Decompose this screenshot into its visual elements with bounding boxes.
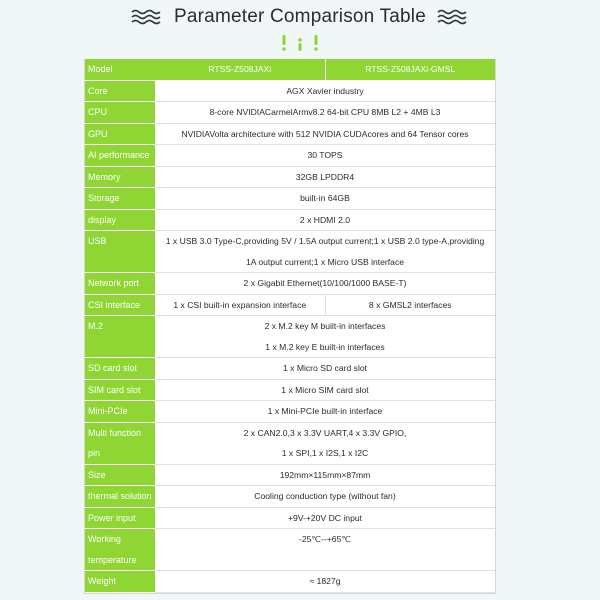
- table-row: [85, 529, 495, 571]
- row-value: +9V-+20V DC input: [287, 512, 363, 523]
- exclamation-icon: [281, 34, 287, 52]
- row-values: [155, 59, 495, 81]
- row-value-line-2: 1A output current;1 x Micro USB interface: [245, 256, 405, 267]
- row-label: SD card slot: [85, 358, 155, 380]
- row-label: display: [85, 210, 155, 232]
- table-row: [85, 401, 495, 423]
- row-value: 8-core NVIDIACarmelArmv8.2 64-bit CPU 8MB L2 + 4MB L3: [209, 107, 441, 117]
- row-value: 2 x Gigabit Ethernet(10/100/1000 BASE-T): [243, 278, 407, 288]
- table-row: [85, 210, 495, 232]
- row-label: CSI interface: [85, 295, 155, 317]
- row-value: 1 x Micro SD card slot: [282, 363, 368, 373]
- parameter-table: [84, 59, 496, 594]
- row-label-line-1: Working: [88, 534, 121, 544]
- row-value-line-2: 1 x SPI,1 x I2S,1 x I2C: [281, 448, 369, 458]
- row-label: GPU: [85, 124, 155, 146]
- row-label: USB: [85, 231, 155, 273]
- waves-left-icon: [130, 8, 164, 26]
- row-label: [85, 529, 155, 571]
- row-label: Size: [85, 465, 155, 487]
- row-value: 32GB LPDDR4: [295, 171, 355, 182]
- table-row: [85, 124, 495, 146]
- row-value: AGX Xavier industry: [286, 85, 364, 96]
- exclamation-icon: [313, 34, 319, 52]
- row-label: Memory: [85, 167, 155, 189]
- row-value: -25℃--+65℃: [298, 534, 352, 544]
- table-header-row: [85, 59, 495, 81]
- row-label: Core: [85, 81, 155, 103]
- table-row: [85, 231, 495, 273]
- model-column-2: RTSS-Z508JAXi-GMSL: [325, 59, 496, 80]
- table-row: [85, 423, 495, 465]
- row-label: Power input: [85, 508, 155, 530]
- row-value: 192mm×115mm×87mm: [279, 469, 371, 480]
- header: [0, 0, 600, 58]
- table-row: [85, 102, 495, 124]
- row-label: Mini-PCIe: [85, 401, 155, 423]
- table-row: [85, 81, 495, 103]
- row-label: Storage: [85, 188, 155, 210]
- row-label-line-1: Multi function: [88, 427, 142, 438]
- waves-right-icon: [436, 8, 470, 26]
- row-value-line-1: 2 x CAN2.0,3 x 3.3V UART,4 x 3.3V GPIO,: [243, 427, 407, 438]
- model-column-1: RTSS-Z508JAXi: [208, 64, 272, 74]
- row-value: ≈ 1827g: [309, 576, 341, 586]
- row-value: NVIDIAVolta architecture with 512 NVIDIA CUDAcores and 64 Tensor cores: [181, 128, 469, 139]
- row-label: Weight: [85, 571, 155, 593]
- row-value-column-2: 8 x GMSL2 interfaces: [325, 295, 496, 316]
- row-label-line-2: pin: [88, 448, 101, 458]
- row-label: AI performance: [85, 145, 155, 167]
- table-row: [85, 273, 495, 295]
- decorative-marks: [0, 32, 600, 52]
- title-row: [0, 6, 600, 28]
- row-value: 2 x HDMI 2.0: [299, 214, 351, 225]
- table-row: [85, 571, 495, 593]
- row-label: CPU: [85, 102, 155, 124]
- row-value-line-1: 2 x M.2 key M built-in interfaces: [264, 321, 386, 331]
- page-title: Parameter Comparison Table: [174, 6, 426, 27]
- row-label: Model: [85, 59, 155, 81]
- row-value: built-in 64GB: [300, 193, 350, 203]
- row-label: M.2: [85, 316, 155, 358]
- table-row: [85, 358, 495, 380]
- row-value: 1 x Mini-PCIe built-in interface: [267, 406, 383, 416]
- row-value: 1 x Micro SIM card slot: [281, 384, 369, 395]
- row-value-column-1: 1 x CSI built-in expansion interface: [173, 299, 307, 310]
- info-i-icon: [297, 38, 303, 52]
- row-value-line-2: 1 x M.2 key E built-in interfaces: [265, 341, 385, 352]
- row-label: [85, 423, 155, 465]
- row-value: 30 TOPS: [307, 150, 343, 160]
- table-row: [85, 295, 495, 317]
- table-row: [85, 465, 495, 487]
- table-row: [85, 380, 495, 402]
- table-row: [85, 508, 495, 530]
- table-row: [85, 145, 495, 167]
- row-label-line-2: temperature: [88, 554, 137, 565]
- row-label: SIM card slot: [85, 380, 155, 402]
- table-row: [85, 486, 495, 508]
- row-value-line-1: 1 x USB 3.0 Type-C,providing 5V / 1.5A output current;1 x USB 2.0 type-A,providing: [165, 236, 485, 246]
- table-row: [85, 167, 495, 189]
- table-row: [85, 188, 495, 210]
- row-value: Cooling conduction type (without fan): [254, 491, 396, 501]
- row-label: Network port: [85, 273, 155, 295]
- table-row: [85, 316, 495, 358]
- row-label: thermal solution: [85, 486, 155, 508]
